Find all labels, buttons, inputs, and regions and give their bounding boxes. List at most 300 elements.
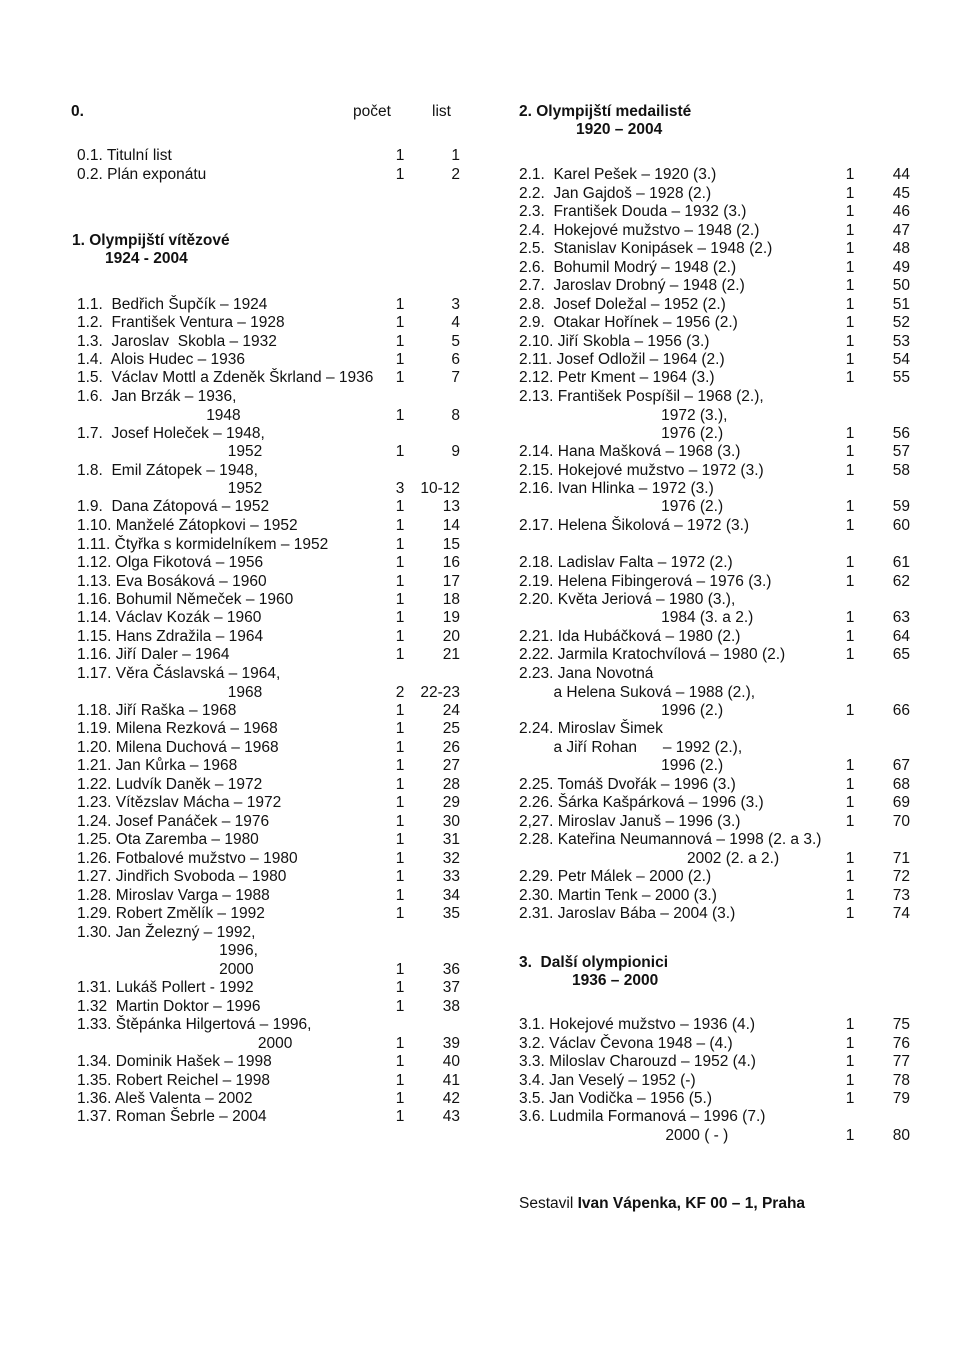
index-row <box>0 702 960 720</box>
entry-sheet: 36 <box>442 961 460 978</box>
entry-text: 2.3. František Douda – 1932 (3.) <box>519 203 747 220</box>
entry-text: 2.24. Miroslav Šimek <box>519 720 663 737</box>
section2-subtitle: 1920 – 2004 <box>576 121 663 138</box>
entry-count: 1 <box>395 407 405 424</box>
index-row <box>0 1127 960 1145</box>
entry-sheet: 47 <box>892 222 910 239</box>
entry-count: 1 <box>845 1035 855 1052</box>
entry-count: 2 <box>395 684 405 701</box>
entry-sheet: 13 <box>442 498 460 515</box>
entry-sheet: 6 <box>451 351 460 368</box>
entry-sheet: 30 <box>442 813 460 830</box>
entry-sheet: 38 <box>442 998 460 1015</box>
entry-text: 1.31. Lukáš Pollert - 1992 <box>77 979 254 996</box>
entry-count: 1 <box>845 573 855 590</box>
entry-sheet: 19 <box>442 609 460 626</box>
entry-count: 1 <box>845 333 855 350</box>
entry-sheet: 72 <box>892 868 910 885</box>
entry-text: a Jiří Rohan – 1992 (2.), <box>519 739 743 756</box>
entry-text: 3.6. Ludmila Formanová – 1996 (7.) <box>519 1108 766 1125</box>
entry-sheet: 33 <box>442 868 460 885</box>
entry-text: 1.29. Robert Změlík – 1992 <box>77 905 265 922</box>
entry-count: 1 <box>845 222 855 239</box>
entry-sheet: 42 <box>442 1090 460 1107</box>
index-row <box>0 665 960 683</box>
entry-text: 1.11. Čtyřka s kormidelníkem – 1952 <box>77 536 329 553</box>
entry-text: 2.11. Josef Odložil – 1964 (2.) <box>519 351 725 368</box>
heading-zero: 0. <box>71 103 84 120</box>
index-row <box>0 388 960 406</box>
entry-text: 3.1. Hokejové mužstvo – 1936 (4.) <box>519 1016 756 1033</box>
entry-sheet: 26 <box>442 739 460 756</box>
entry-text: 1.8. Emil Zátopek – 1948, <box>77 462 258 479</box>
index-row <box>0 462 960 480</box>
entry-text: 1948 <box>77 407 241 424</box>
entry-count: 1 <box>395 1090 405 1107</box>
entry-sheet: 69 <box>892 794 910 811</box>
entry-sheet: 73 <box>892 887 910 904</box>
entry-sheet: 31 <box>442 831 460 848</box>
entry-count: 1 <box>845 314 855 331</box>
entry-text: 1.1. Bedřich Šupčík – 1924 <box>77 296 268 313</box>
entry-sheet: 35 <box>442 905 460 922</box>
entry-count: 1 <box>395 1035 405 1052</box>
entry-sheet: 56 <box>892 425 910 442</box>
entry-count: 1 <box>845 462 855 479</box>
entry-sheet: 64 <box>892 628 910 645</box>
entry-sheet: 20 <box>442 628 460 645</box>
entry-text: 1.37. Roman Šebrle – 2004 <box>77 1108 267 1125</box>
entry-sheet: 18 <box>442 591 460 608</box>
entry-text: 1.22. Ludvík Daněk – 1972 <box>77 776 263 793</box>
entry-text: 2000 ( - ) <box>519 1127 729 1144</box>
entry-count: 1 <box>845 776 855 793</box>
index-row <box>0 646 960 664</box>
entry-count: 3 <box>395 480 405 497</box>
credit-prefix: Sestavil <box>519 1195 578 1212</box>
entry-text: 1.17. Věra Čáslavská – 1964, <box>77 665 281 682</box>
entry-sheet: 66 <box>892 702 910 719</box>
index-row <box>0 905 960 923</box>
entry-text: 1.20. Milena Duchová – 1968 <box>77 739 279 756</box>
entry-text: 1.36. Aleš Valenta – 2002 <box>77 1090 253 1107</box>
entry-text: 3.2. Václav Čevona 1948 – (4.) <box>519 1035 733 1052</box>
entry-sheet: 8 <box>451 407 460 424</box>
index-row <box>0 794 960 812</box>
entry-sheet: 22-23 <box>420 684 460 701</box>
entry-sheet: 2 <box>451 166 460 183</box>
entry-count: 1 <box>845 443 855 460</box>
entry-text: 2.22. Jarmila Kratochvílová – 1980 (2.) <box>519 646 786 663</box>
entry-count: 1 <box>845 794 855 811</box>
entry-count: 1 <box>395 147 405 164</box>
entry-text: 1976 (2.) <box>519 425 724 442</box>
entry-text: 2.6. Bohumil Modrý – 1948 (2.) <box>519 259 737 276</box>
entry-sheet: 63 <box>892 609 910 626</box>
entry-sheet: 79 <box>892 1090 910 1107</box>
entry-count: 1 <box>845 166 855 183</box>
entry-sheet: 76 <box>892 1035 910 1052</box>
section3-subtitle: 1936 – 2000 <box>572 972 659 989</box>
entry-text: 1.5. Václav Mottl a Zdeněk Škrland – 1936 <box>77 369 374 386</box>
entry-count: 1 <box>845 351 855 368</box>
entry-sheet: 53 <box>892 333 910 350</box>
index-row <box>0 222 960 240</box>
entry-text: 2.13. František Pospíšil – 1968 (2.), <box>519 388 764 405</box>
index-row <box>0 628 960 646</box>
entry-text: 2.16. Ivan Hlinka – 1972 (3.) <box>519 480 714 497</box>
entry-count: 1 <box>845 240 855 257</box>
entry-sheet: 25 <box>442 720 460 737</box>
index-row <box>0 240 960 258</box>
entry-text: 2002 (2. a 2.) <box>519 850 780 867</box>
entry-count: 1 <box>395 591 405 608</box>
entry-sheet: 14 <box>442 517 460 534</box>
entry-text: 1.24. Josef Panáček – 1976 <box>77 813 270 830</box>
entry-count: 1 <box>395 536 405 553</box>
entry-sheet: 41 <box>442 1072 460 1089</box>
entry-sheet: 75 <box>892 1016 910 1033</box>
entry-text: 1.10. Manželé Zátopkovi – 1952 <box>77 517 298 534</box>
entry-text: 2.31. Jaroslav Bába – 2004 (3.) <box>519 905 736 922</box>
entry-sheet: 55 <box>892 369 910 386</box>
credit-author: Ivan Vápenka, KF 00 – 1, Praha <box>577 1195 806 1212</box>
index-row <box>0 166 960 184</box>
entry-count: 1 <box>845 1127 855 1144</box>
entry-sheet: 57 <box>892 443 910 460</box>
entry-count: 1 <box>395 296 405 313</box>
index-row <box>0 684 960 702</box>
entry-text: 1.16. Jiří Daler – 1964 <box>77 646 230 663</box>
entry-text: 2.9. Otakar Hořínek – 1956 (2.) <box>519 314 738 331</box>
entry-count: 1 <box>845 850 855 867</box>
entry-sheet: 29 <box>442 794 460 811</box>
entry-count: 1 <box>395 1072 405 1089</box>
entry-sheet: 27 <box>442 757 460 774</box>
entry-count: 1 <box>845 646 855 663</box>
entry-sheet: 28 <box>442 776 460 793</box>
entry-count: 1 <box>395 757 405 774</box>
index-row <box>0 1090 960 1108</box>
index-row <box>0 277 960 295</box>
index-row <box>0 776 960 794</box>
entry-sheet: 48 <box>892 240 910 257</box>
index-row <box>0 554 960 572</box>
entry-count: 1 <box>845 905 855 922</box>
entry-text: 0.1. Titulní list <box>77 147 172 164</box>
entry-text: 1.25. Ota Zaremba – 1980 <box>77 831 259 848</box>
entry-sheet: 21 <box>442 646 460 663</box>
index-row <box>0 1016 960 1034</box>
entry-text: 1.15. Hans Zdražila – 1964 <box>77 628 264 645</box>
index-row <box>0 333 960 351</box>
entry-text: 1.34. Dominik Hašek – 1998 <box>77 1053 272 1070</box>
entry-text: 1.12. Olga Fikotová – 1956 <box>77 554 264 571</box>
entry-text: 2.7. Jaroslav Drobný – 1948 (2.) <box>519 277 745 294</box>
entry-text: 1996 (2.) <box>519 702 724 719</box>
index-row <box>0 314 960 332</box>
entry-count: 1 <box>845 369 855 386</box>
entry-sheet: 60 <box>892 517 910 534</box>
entry-text: 1976 (2.) <box>519 498 724 515</box>
entry-sheet: 54 <box>892 351 910 368</box>
entry-count: 1 <box>845 702 855 719</box>
entry-count: 1 <box>845 259 855 276</box>
entry-count: 1 <box>395 702 405 719</box>
section3-title: 3. Další olympionici <box>519 954 669 971</box>
entry-count: 1 <box>395 776 405 793</box>
entry-count: 1 <box>395 443 405 460</box>
entry-text: 1.3. Jaroslav Skobla – 1932 <box>77 333 277 350</box>
entry-text: 2.1. Karel Pešek – 1920 (3.) <box>519 166 717 183</box>
entry-text: 1996, <box>77 942 258 959</box>
entry-count: 1 <box>395 831 405 848</box>
entry-count: 1 <box>395 573 405 590</box>
entry-text: 2,27. Miroslav Januš – 1996 (3.) <box>519 813 741 830</box>
entry-count: 1 <box>845 1016 855 1033</box>
entry-count: 1 <box>395 998 405 1015</box>
entry-text: 1968 <box>77 684 263 701</box>
entry-text: 1.14. Václav Kozák – 1960 <box>77 609 262 626</box>
entry-count: 1 <box>845 813 855 830</box>
entry-count: 1 <box>395 739 405 756</box>
index-row <box>0 443 960 461</box>
entry-count: 1 <box>845 425 855 442</box>
entry-sheet: 7 <box>451 369 460 386</box>
entry-sheet: 49 <box>892 259 910 276</box>
entry-sheet: 17 <box>442 573 460 590</box>
index-row <box>0 609 960 627</box>
entry-text: 2.4. Hokejové mužstvo – 1948 (2.) <box>519 222 760 239</box>
index-row <box>0 757 960 775</box>
entry-count: 1 <box>395 1053 405 1070</box>
entry-text: 1.21. Jan Kůrka – 1968 <box>77 757 238 774</box>
index-row <box>0 1035 960 1053</box>
entry-count: 1 <box>845 1053 855 1070</box>
entry-text: 1.16. Bohumil Němeček – 1960 <box>77 591 294 608</box>
entry-text: 2.20. Květa Jeriová – 1980 (3.), <box>519 591 736 608</box>
entry-count: 1 <box>845 296 855 313</box>
entry-count: 1 <box>845 868 855 885</box>
entry-text: 3.5. Jan Vodička – 1956 (5.) <box>519 1090 713 1107</box>
entry-sheet: 46 <box>892 203 910 220</box>
entry-count: 1 <box>395 351 405 368</box>
index-row <box>0 480 960 498</box>
index-row <box>0 868 960 886</box>
entry-count: 1 <box>395 554 405 571</box>
entry-sheet: 70 <box>892 813 910 830</box>
entry-count: 1 <box>845 203 855 220</box>
entry-count: 1 <box>395 1108 405 1125</box>
entry-sheet: 43 <box>442 1108 460 1125</box>
entry-count: 1 <box>395 850 405 867</box>
entry-text: 1.13. Eva Bosáková – 1960 <box>77 573 267 590</box>
entry-sheet: 67 <box>892 757 910 774</box>
entry-text: 1.33. Štěpánka Hilgertová – 1996, <box>77 1016 312 1033</box>
entry-text: 1.35. Robert Reichel – 1998 <box>77 1072 271 1089</box>
entry-text: 2000 <box>77 1035 293 1052</box>
entry-count: 1 <box>395 720 405 737</box>
entry-count: 1 <box>845 498 855 515</box>
entry-count: 1 <box>395 628 405 645</box>
entry-text: 3.3. Miloslav Charouzd – 1952 (4.) <box>519 1053 756 1070</box>
entry-text: 1.7. Josef Holeček – 1948, <box>77 425 265 442</box>
entry-count: 1 <box>395 794 405 811</box>
entry-sheet: 74 <box>892 905 910 922</box>
index-row <box>0 296 960 314</box>
compiler-credit <box>519 1195 805 1213</box>
entry-sheet: 80 <box>892 1127 910 1144</box>
entry-count: 1 <box>395 979 405 996</box>
entry-count: 1 <box>845 609 855 626</box>
entry-sheet: 50 <box>892 277 910 294</box>
entry-sheet: 77 <box>892 1053 910 1070</box>
entry-text: 1.2. František Ventura – 1928 <box>77 314 285 331</box>
entry-count: 1 <box>395 646 405 663</box>
index-row <box>0 407 960 425</box>
entry-text: 1972 (3.), <box>519 407 728 424</box>
index-row <box>0 498 960 516</box>
entry-count: 1 <box>845 554 855 571</box>
entry-sheet: 24 <box>442 702 460 719</box>
entry-text: 2.5. Stanislav Konipásek – 1948 (2.) <box>519 240 773 257</box>
entry-text: 2.26. Šárka Kašpárková – 1996 (3.) <box>519 794 764 811</box>
entry-text: 3.4. Jan Veselý – 1952 (-) <box>519 1072 696 1089</box>
index-row <box>0 203 960 221</box>
section2-title: 2. Olympijští medailisté <box>519 103 692 120</box>
entry-text: 2.2. Jan Gajdoš – 1928 (2.) <box>519 185 712 202</box>
entry-sheet: 61 <box>892 554 910 571</box>
index-row <box>0 1072 960 1090</box>
index-row <box>0 517 960 535</box>
entry-count: 1 <box>395 166 405 183</box>
column-header-pocet: počet <box>353 103 391 120</box>
entry-count: 1 <box>845 1090 855 1107</box>
entry-text: 1.27. Jindřich Svoboda – 1980 <box>77 868 287 885</box>
index-row <box>0 979 960 997</box>
entry-text: 0.2. Plán exponátu <box>77 166 207 183</box>
entry-count: 1 <box>845 517 855 534</box>
entry-text: 1984 (3. a 2.) <box>519 609 754 626</box>
entry-sheet: 44 <box>892 166 910 183</box>
entry-sheet: 40 <box>442 1053 460 1070</box>
entry-text: 1996 (2.) <box>519 757 724 774</box>
entry-count: 1 <box>395 868 405 885</box>
entry-text: 1.18. Jiří Raška – 1968 <box>77 702 237 719</box>
entry-text: 1.6. Jan Brzák – 1936, <box>77 388 237 405</box>
index-row <box>0 351 960 369</box>
entry-sheet: 9 <box>451 443 460 460</box>
entry-text: 2.28. Kateřina Neumannová – 1998 (2. a 3.) <box>519 831 822 848</box>
index-row <box>0 1053 960 1071</box>
entry-text: 1952 <box>77 443 263 460</box>
entry-text: 1.26. Fotbalové mužstvo – 1980 <box>77 850 298 867</box>
entry-sheet: 34 <box>442 887 460 904</box>
entry-sheet: 39 <box>442 1035 460 1052</box>
entry-text: 2.12. Petr Kment – 1964 (3.) <box>519 369 715 386</box>
entry-count: 1 <box>395 517 405 534</box>
index-row <box>0 720 960 738</box>
entry-text: 2.29. Petr Málek – 2000 (2.) <box>519 868 712 885</box>
entry-count: 1 <box>845 887 855 904</box>
entry-sheet: 58 <box>892 462 910 479</box>
index-row <box>0 573 960 591</box>
entry-sheet: 37 <box>442 979 460 996</box>
entry-sheet: 4 <box>451 314 460 331</box>
entry-sheet: 10-12 <box>420 480 460 497</box>
index-row <box>0 961 960 979</box>
entry-text: 2.18. Ladislav Falta – 1972 (2.) <box>519 554 733 571</box>
index-row <box>0 924 960 942</box>
entry-count: 1 <box>395 314 405 331</box>
entry-sheet: 68 <box>892 776 910 793</box>
entry-text: 2.25. Tomáš Dvořák – 1996 (3.) <box>519 776 736 793</box>
index-row <box>0 591 960 609</box>
entry-text: 1.19. Milena Rezková – 1968 <box>77 720 278 737</box>
entry-count: 1 <box>395 609 405 626</box>
entry-sheet: 32 <box>442 850 460 867</box>
entry-count: 1 <box>845 1072 855 1089</box>
entry-text: 2000 <box>77 961 254 978</box>
entry-count: 1 <box>395 813 405 830</box>
entry-text: a Helena Suková – 1988 (2.), <box>519 684 756 701</box>
index-row <box>0 831 960 849</box>
index-row <box>0 147 960 165</box>
section1-subtitle: 1924 - 2004 <box>105 250 188 267</box>
entry-sheet: 3 <box>451 296 460 313</box>
entry-sheet: 45 <box>892 185 910 202</box>
entry-text: 2.10. Jiří Skobla – 1956 (3.) <box>519 333 710 350</box>
entry-sheet: 16 <box>442 554 460 571</box>
entry-sheet: 78 <box>892 1072 910 1089</box>
entry-text: 2.14. Hana Mašková – 1968 (3.) <box>519 443 741 460</box>
entry-count: 1 <box>845 277 855 294</box>
index-row <box>0 259 960 277</box>
entry-text: 1952 <box>77 480 263 497</box>
index-row <box>0 998 960 1016</box>
entry-count: 1 <box>845 757 855 774</box>
entry-sheet: 62 <box>892 573 910 590</box>
section1-title: 1. Olympijští vítězové <box>72 232 230 249</box>
entry-text: 2.19. Helena Fibingerová – 1976 (3.) <box>519 573 772 590</box>
entry-sheet: 51 <box>892 296 910 313</box>
entry-sheet: 1 <box>451 147 460 164</box>
entry-sheet: 52 <box>892 314 910 331</box>
index-row <box>0 887 960 905</box>
index-row <box>0 942 960 960</box>
entry-count: 1 <box>845 628 855 645</box>
entry-text: 2.21. Ida Hubáčková – 1980 (2.) <box>519 628 741 645</box>
entry-count: 1 <box>395 333 405 350</box>
entry-sheet: 65 <box>892 646 910 663</box>
index-row <box>0 1108 960 1126</box>
index-row <box>0 369 960 387</box>
entry-text: 2.23. Jana Novotná <box>519 665 654 682</box>
entry-count: 1 <box>395 887 405 904</box>
entry-sheet: 5 <box>451 333 460 350</box>
index-row <box>0 425 960 443</box>
entry-text: 1.4. Alois Hudec – 1936 <box>77 351 246 368</box>
entry-text: 1.32 Martin Doktor – 1996 <box>77 998 261 1015</box>
index-row <box>0 536 960 554</box>
entry-count: 1 <box>395 498 405 515</box>
index-row <box>0 185 960 203</box>
entry-text: 1.23. Vítězslav Mácha – 1972 <box>77 794 282 811</box>
entry-text: 1.9. Dana Zátopová – 1952 <box>77 498 270 515</box>
entry-sheet: 71 <box>892 850 910 867</box>
entry-count: 1 <box>395 369 405 386</box>
entry-text: 2.30. Martin Tenk – 2000 (3.) <box>519 887 717 904</box>
